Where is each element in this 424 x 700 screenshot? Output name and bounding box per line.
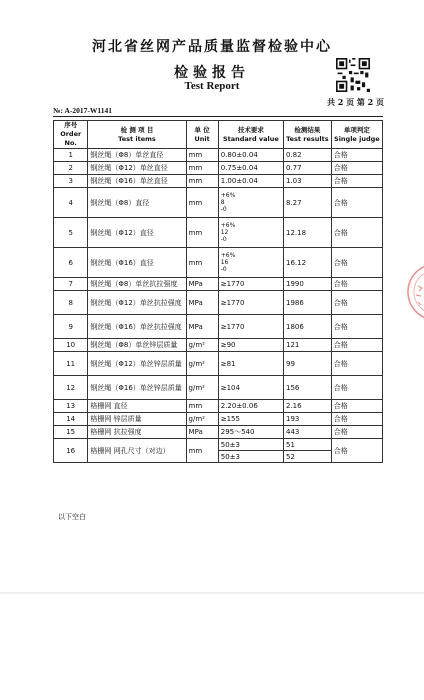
qr-code-icon: [336, 58, 370, 92]
cell-single-judge: 合格: [331, 218, 382, 248]
header-rule: [53, 116, 383, 117]
cell-test-result: 121: [284, 339, 332, 352]
cell-test-item: 钢丝绳（Φ12）单丝锌层质量: [88, 352, 186, 376]
cell-single-judge: 合格: [331, 188, 382, 218]
cell-standard-value: 0.80±0.04: [218, 149, 283, 162]
table-row: [54, 376, 383, 400]
cell-standard-value: +6% 12 -0: [218, 218, 283, 248]
cell-single-judge: 合格: [331, 278, 382, 291]
cell-unit: g/m²: [186, 376, 218, 400]
col-test-items: 检 测 项 目 Test items: [88, 121, 186, 149]
cell-unit: MPa: [186, 291, 218, 315]
cell-test-item: 钢丝绳（Φ8）单丝锌层质量: [88, 339, 186, 352]
cell-test-item: 格栅网 直径: [88, 400, 186, 413]
col-test-results: 检测结果 Test results: [284, 121, 332, 149]
table-row: [54, 248, 383, 278]
cell-test-result: 2.16: [284, 400, 332, 413]
table-row: [54, 339, 383, 352]
cell-standard-value: 50±3: [218, 451, 283, 463]
cell-single-judge: 合格: [331, 315, 382, 339]
cell-order-no: 8: [54, 291, 88, 315]
cell-standard-value: ≥1770: [218, 291, 283, 315]
table-row: [54, 149, 383, 162]
cell-single-judge: 合格: [331, 339, 382, 352]
cell-unit: mm: [186, 400, 218, 413]
cell-single-judge: 合格: [331, 376, 382, 400]
cell-single-judge: 合格: [331, 426, 382, 439]
table-row: [54, 162, 383, 175]
cell-test-result: 1.03: [284, 175, 332, 188]
table-row: [54, 218, 383, 248]
cell-test-result: 0.82: [284, 149, 332, 162]
cell-standard-value: ≥90: [218, 339, 283, 352]
cell-unit: MPa: [186, 315, 218, 339]
cell-standard-value: ≥104: [218, 376, 283, 400]
cell-test-result: 156: [284, 376, 332, 400]
col-standard-value: 技术要求 Standard value: [218, 121, 283, 149]
cell-unit: g/m²: [186, 352, 218, 376]
cell-order-no: 7: [54, 278, 88, 291]
page-count: 共 2 页 第 2 页: [326, 97, 384, 107]
cell-order-no: 5: [54, 218, 88, 248]
cell-standard-value: ≥155: [218, 413, 283, 426]
cell-test-result: 0.77: [284, 162, 332, 175]
inspection-seal-stamp: [398, 262, 424, 322]
cell-standard-value: 295～540: [218, 426, 283, 439]
cell-order-no: 11: [54, 352, 88, 376]
cell-unit: mm: [186, 218, 218, 248]
test-results-table: [53, 120, 383, 463]
cell-order-no: 2: [54, 162, 88, 175]
cell-standard-value: ≥1770: [218, 315, 283, 339]
cell-test-item: 钢丝绳（Φ16）直径: [88, 248, 186, 278]
cell-test-item: 格栅网 锌层质量: [88, 413, 186, 426]
cell-order-no: 3: [54, 175, 88, 188]
cell-standard-value: 1.00±0.04: [218, 175, 283, 188]
table-row: [54, 278, 383, 291]
cell-order-no: 13: [54, 400, 88, 413]
cell-order-no: 15: [54, 426, 88, 439]
table-body: [54, 149, 383, 463]
table-row: [54, 291, 383, 315]
cell-test-item: 格栅网 网孔尺寸（对边）: [88, 439, 186, 463]
cell-order-no: 16: [54, 439, 88, 463]
cell-test-result: 12.18: [284, 218, 332, 248]
cell-order-no: 9: [54, 315, 88, 339]
col-unit: 单 位 Unit: [186, 121, 218, 149]
cell-order-no: 1: [54, 149, 88, 162]
org-name: 河北省丝网产品质量监督检验中心: [92, 39, 332, 55]
cell-unit: mm: [186, 188, 218, 218]
table-row: [54, 413, 383, 426]
cell-test-result: 8.27: [284, 188, 332, 218]
table-row: [54, 188, 383, 218]
cell-standard-value: ≥1770: [218, 278, 283, 291]
cell-unit: mm: [186, 248, 218, 278]
cell-unit: g/m²: [186, 413, 218, 426]
blank-below-note: 以下空白: [58, 513, 86, 521]
cell-test-result: 16.12: [284, 248, 332, 278]
cell-unit: MPa: [186, 426, 218, 439]
cell-test-item: 格栅网 抗拉强度: [88, 426, 186, 439]
cell-unit: mm: [186, 149, 218, 162]
table-row: [54, 175, 383, 188]
cell-test-result: 99: [284, 352, 332, 376]
cell-standard-value: 2.20±0.06: [218, 400, 283, 413]
cell-single-judge: 合格: [331, 413, 382, 426]
report-title-zh: 检验报告: [174, 65, 250, 81]
cell-unit: mm: [186, 162, 218, 175]
cell-unit: MPa: [186, 278, 218, 291]
cell-order-no: 14: [54, 413, 88, 426]
cell-unit: mm: [186, 175, 218, 188]
cell-unit: g/m²: [186, 339, 218, 352]
cell-test-item: 钢丝绳（Φ12）直径: [88, 218, 186, 248]
cell-single-judge: 合格: [331, 400, 382, 413]
cell-order-no: 6: [54, 248, 88, 278]
cell-test-item: 钢丝绳（Φ12）单丝抗拉强度: [88, 291, 186, 315]
cell-standard-value: 50±3: [218, 439, 283, 451]
cell-single-judge: 合格: [331, 248, 382, 278]
cell-standard-value: +6% 8 -0: [218, 188, 283, 218]
report-title-en: Test Report: [184, 80, 240, 92]
page-bottom-edge: [0, 592, 424, 594]
cell-test-item: 钢丝绳（Φ8）单丝直径: [88, 149, 186, 162]
cell-single-judge: 合格: [331, 149, 382, 162]
cell-test-result: 1986: [284, 291, 332, 315]
cell-test-item: 钢丝绳（Φ16）单丝抗拉强度: [88, 315, 186, 339]
cell-test-item: 钢丝绳（Φ16）单丝直径: [88, 175, 186, 188]
cell-standard-value: 0.75±0.04: [218, 162, 283, 175]
cell-test-result: 193: [284, 413, 332, 426]
cell-single-judge: 合格: [331, 162, 382, 175]
col-order-no: 序号 Order No.: [54, 121, 88, 149]
cell-order-no: 4: [54, 188, 88, 218]
col-single-judge: 单项判定 Single judge: [331, 121, 382, 149]
cell-test-item: 钢丝绳（Φ16）单丝锌层质量: [88, 376, 186, 400]
cell-test-result: 1990: [284, 278, 332, 291]
report-number: №: A-2017-W1141: [53, 106, 112, 115]
cell-test-item: 钢丝绳（Φ8）直径: [88, 188, 186, 218]
table-row: [54, 439, 383, 451]
table-row: [54, 352, 383, 376]
cell-test-result: 1806: [284, 315, 332, 339]
table-header-row: [54, 121, 383, 149]
cell-single-judge: 合格: [331, 175, 382, 188]
cell-single-judge: 合格: [331, 291, 382, 315]
cell-test-item: 钢丝绳（Φ8）单丝抗拉强度: [88, 278, 186, 291]
cell-unit: mm: [186, 439, 218, 463]
cell-test-item: 钢丝绳（Φ12）单丝直径: [88, 162, 186, 175]
cell-test-result: 443: [284, 426, 332, 439]
cell-standard-value: ≥81: [218, 352, 283, 376]
cell-test-result: 52: [284, 451, 332, 463]
table-row: [54, 400, 383, 413]
table-row: [54, 426, 383, 439]
cell-order-no: 10: [54, 339, 88, 352]
cell-single-judge: 合格: [331, 439, 382, 463]
cell-order-no: 12: [54, 376, 88, 400]
cell-single-judge: 合格: [331, 352, 382, 376]
cell-test-result: 51: [284, 439, 332, 451]
cell-standard-value: +6% 16 -0: [218, 248, 283, 278]
table-row: [54, 315, 383, 339]
